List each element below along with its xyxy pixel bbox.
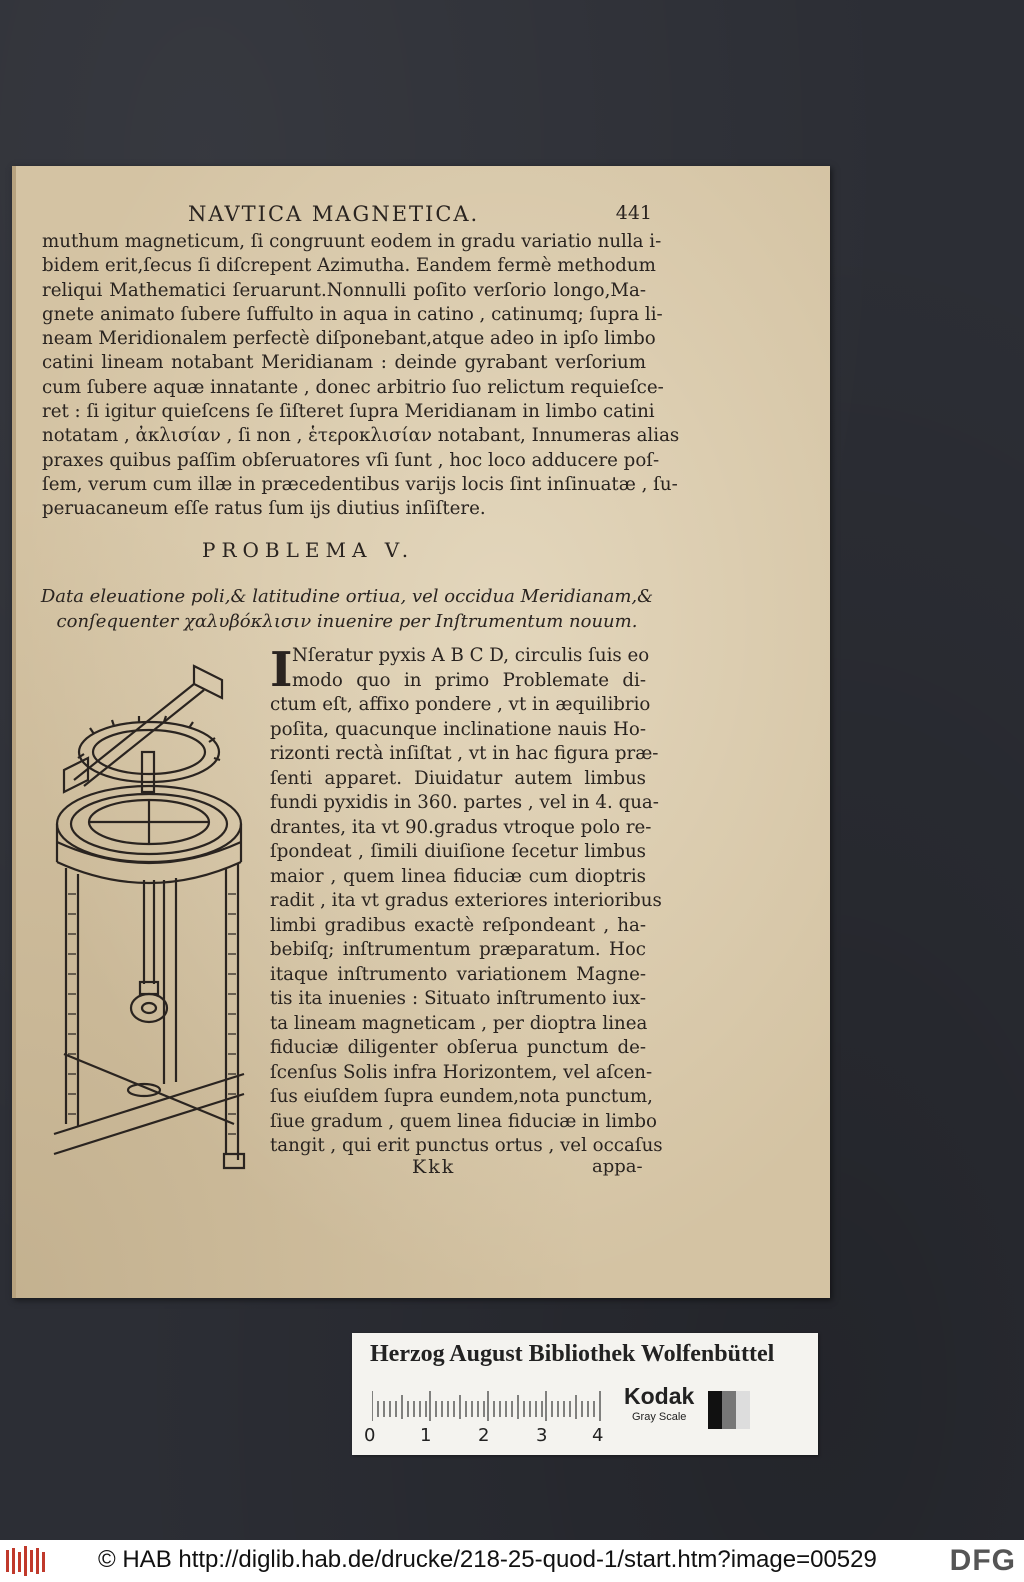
page-number: 441 — [615, 202, 652, 224]
text-line: tis ita inuenies : Situato inſtrumento iux- — [270, 988, 646, 1009]
color-scale-card — [352, 1333, 818, 1455]
footer-bar — [0, 1540, 1024, 1582]
text-line: poſita, quacunque inclinatione nauis Ho- — [270, 718, 646, 740]
running-header — [110, 202, 670, 232]
text-line: fundi pyxidis in 360. partes , vel in 4. qua- — [270, 792, 659, 813]
text-line: reliqui Mathematici ſeruarunt.Nonnulli poſito verſorio longo,Ma- — [42, 279, 646, 301]
problem-heading: PROBLEMA V. — [202, 538, 415, 562]
page-edge — [12, 166, 16, 1298]
statement-line: conſequenter χαλυβόκλισιν inuenire per Inſtrumentum nouum. — [56, 611, 638, 632]
body-paragraph — [42, 230, 680, 522]
book-page — [12, 166, 830, 1298]
text-line: ta lineam magneticam , per dioptra linea — [270, 1012, 648, 1034]
text-line: peruacaneum eſſe ratus ſum ijs diutius inſiſtere. — [42, 498, 486, 520]
ruler-number: 0 — [364, 1425, 376, 1446]
text-line: rizonti rectà inſiſtat , vt in hac figura præ- — [270, 743, 659, 764]
text-line: tangit , qui erit punctus ortus , vel occaſus — [270, 1135, 663, 1156]
problem-statement — [40, 584, 654, 634]
text-line: ſenti apparet. Diuidatur autem limbus — [270, 767, 646, 789]
text-line: ſcenſus Solis infra Horizontem, vel aſcen- — [270, 1061, 653, 1083]
text-line: maior , quem linea fiduciæ cum dioptris — [270, 865, 646, 887]
text-line: itaque inſtrumento variationem Magne- — [270, 963, 646, 985]
text-line: radit , ita vt gradus exteriores interioribus — [270, 890, 662, 911]
text-line: neam Meridionalem perfectè diſponebant,atque adeo in ipſo limbo — [42, 328, 656, 350]
hab-logo-icon — [6, 1546, 46, 1576]
text-line: ret : ſi igitur quieſcens ſe ſiſteret ſupra Meridianam in limbo catini — [42, 401, 655, 423]
text-line: ctum eſt, affixo pondere , vt in æquilibrio — [270, 694, 651, 715]
ruler-number: 3 — [536, 1425, 548, 1446]
text-line: Nſeratur pyxis A B C D, circulis ſuis eo — [292, 645, 650, 666]
ruler-number: 4 — [592, 1425, 604, 1446]
text-line: ſem, verum cum illæ in præcedentibus varijs locis ſint inſinuatæ , ſu- — [42, 473, 678, 495]
signature-mark: Kkk — [412, 1156, 456, 1178]
text-line: drantes, ita vt 90.gradus vtroque polo re- — [270, 816, 652, 838]
text-line: catini lineam notabant Meridianam : deinde gyrabant verſorium — [42, 352, 646, 374]
ruler-number: 2 — [478, 1425, 490, 1446]
text-line: notatam , ἀκλισίαν , ſi non , ἑτεροκλισίαν notabant, Innumeras alias — [42, 425, 680, 447]
gray-swatch — [708, 1391, 750, 1429]
text-line: cum ſubere aquæ innatante , donec arbitrio ſuo relictum requieſce- — [42, 376, 664, 398]
text-line: ſiue gradum , quem linea fiduciæ in limbo — [270, 1110, 657, 1132]
text-line: ſpondeat , ſimili diuiſione ſecetur limbus — [270, 841, 646, 862]
ruler-number: 1 — [420, 1425, 432, 1446]
text-line: praxes quibus paſſim obſeruatores vſi ſunt , hoc loco adducere poſ- — [42, 449, 660, 471]
text-line: bidem erit,ſecus ſi diſcrepent Azimutha. Eandem fermè methodum — [42, 255, 656, 277]
drop-capital: I — [270, 642, 293, 698]
text-line: gnete animato ſubere ſuffulto in aqua in catino , catinumq; ſupra li- — [42, 303, 663, 325]
header-title: NAVTICA MAGNETICA. — [188, 202, 480, 226]
column-paragraph — [270, 642, 663, 1159]
text-line: ſus eiuſdem ſupra eundem,nota punctum, — [270, 1086, 653, 1107]
ruler-numbers — [364, 1425, 624, 1447]
ruler-scale — [372, 1387, 612, 1425]
woodcut-instrument-illustration — [44, 654, 260, 1180]
text-line: limbi gradibus exactè reſpondeant , ha- — [270, 914, 646, 936]
text-line: bebiſq; inſtrumentum præparatum. Hoc — [270, 939, 646, 960]
dfg-logo: DFG — [949, 1544, 1016, 1577]
text-line: fiduciæ diligenter obſerua punctum de- — [270, 1037, 646, 1058]
library-name: Herzog August Bibliothek Wolfenbüttel — [370, 1341, 775, 1367]
kodak-brand: Kodak — [624, 1383, 695, 1409]
text-line: muthum magneticum, ſi congruunt eodem in gradu variatio nulla i- — [42, 231, 662, 252]
gray-scale-label: Gray Scale — [632, 1411, 687, 1423]
statement-line: Data eleuatione poli,& latitudine ortiua, vel occidua Meridianam,& — [40, 586, 654, 607]
catchword: appa- — [592, 1156, 643, 1177]
copyright-url[interactable]: © HAB http://diglib.hab.de/drucke/218-25-quod-1/start.htm?image=00529 — [98, 1546, 877, 1573]
text-line: modo quo in primo Problemate di- — [292, 669, 646, 691]
